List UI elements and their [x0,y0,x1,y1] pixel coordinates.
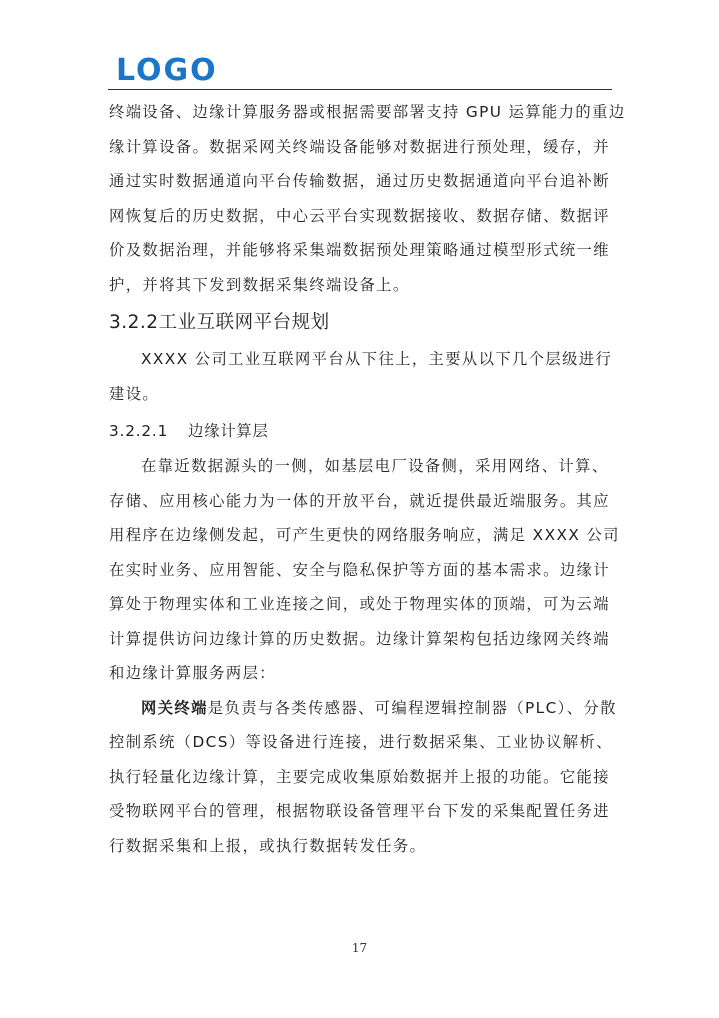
text-line: 在实时业务、应用智能、安全与隐私保护等方面的基本需求。边缘计 [109,560,610,579]
text-line: 控制系统（DCS）等设备进行连接，进行数据采集、工业协议解析、 [109,733,613,751]
text-line: 网恢复后的历史数据，中心云平台实现数据接收、数据存储、数据评 [109,206,610,225]
text-line: 行数据采集和上报，或执行数据转发任务。 [109,836,427,855]
text-line: 价及数据治理，并能够将采集端数据预处理策略通过模型形式统一维 [109,241,610,259]
company-logo: LOGO [116,53,218,88]
subsection-heading [109,413,613,449]
paragraph-platform-intro [109,342,613,411]
term-gateway-terminal: 网关终端 [141,698,208,717]
text-line: 执行轻量化边缘计算，主要完成收集原始数据并上报的功能。它能接 [109,767,610,786]
paragraph-gateway-terminal [109,691,617,864]
text-line: XXXX 公司工业互联网平台从下往上，主要从以下几个层级进行 [141,350,613,368]
text-line: 通过实时数据通道向平台传输数据，通过历史数据通道向平台追补断 [109,172,610,190]
text-line: 算处于物理实体和工业连接之间，或处于物理实体的顶端，可为云端 [109,595,610,613]
paragraph-platform-summary [109,95,626,302]
text-line: 用程序在边缘侧发起，可产生更快的网络服务响应，满足 XXXX 公司 [109,526,620,544]
text-line: 和边缘计算服务两层： [109,664,276,682]
page-number: 17 [351,941,368,955]
text-line: 建设。 [109,384,160,403]
text-line: 在靠近数据源头的一侧，如基层电厂设备侧，采用网络、计算、 [141,457,609,475]
subsection-number: 3.2.2.1 [109,422,169,440]
paragraph-edge-computing [109,449,620,691]
section-heading: 3.2.2工业互联网平台规划 [109,312,330,333]
text-line: 缘计算设备。数据采网关终端设备能够对数据进行预处理，缓存，并 [109,137,610,156]
text-run: 是负责与各类传感器、可编程逻辑控制器（PLC）、分散 [207,698,617,717]
header-divider [108,89,612,90]
text-line: 终端设备、边缘计算服务器或根据需要部署支持 GPU 运算能力的重边 [109,103,626,121]
text-line: 存储、应用核心能力为一体的开放平台，就近提供最近端服务。其应 [109,491,610,510]
text-line: 受物联网平台的管理，根据物联设备管理平台下发的采集配置任务进 [109,802,610,820]
text-line [109,691,617,726]
text-line: 计算提供访问边缘计算的历史数据。边缘计算架构包括边缘网关终端 [109,629,610,648]
page-body [109,95,626,863]
text-line: 护，并将其下发到数据采集终端设备上。 [109,275,410,294]
subsection-title: 边缘计算层 [188,422,269,440]
